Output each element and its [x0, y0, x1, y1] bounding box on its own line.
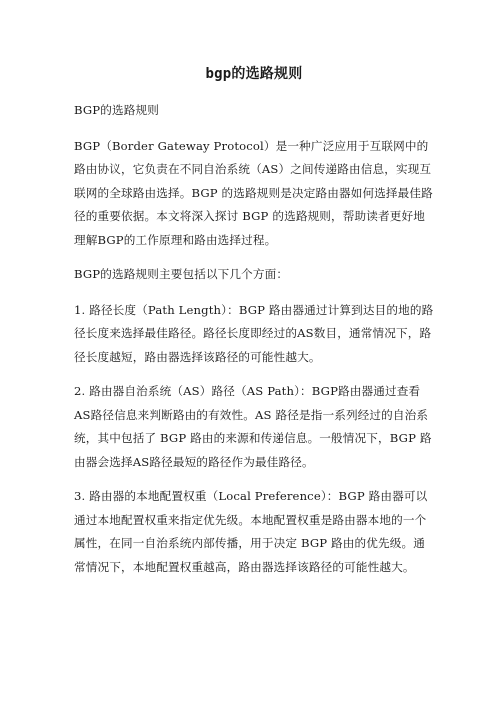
paragraph-rule-1: 1. 路径长度（Path Length）：BGP 路由器通过计算到达目的地的路径长度来选择最佳路径。路径长度即经过的AS数目，通常情况下，路径长度越短，路由器选择该路径的可能性越大。	[74, 302, 434, 364]
document-title: bgp的选路规则	[205, 66, 303, 82]
paragraph-rule-2: 2. 路由器自治系统（AS）路径（AS Path）：BGP路由器通过查看AS路径信息来判断路由的有效性。AS 路径是指一系列经过的自治系统，其中包括了 BGP 路由的来源和传递信息。一般情况下，BGP 路由器会选择AS路径最短的路径作为最佳路径。	[74, 384, 432, 469]
paragraph-rule-3: 3. 路由器的本地配置权重（Local Preference）：BGP 路由器可以通过本地配置权重来指定优先级。本地配置权重是路由器本地的一个属性，在同一自治系统内部传播，用于决定 BGP 路由的优先级。通常情况下，本地配置权重越高，路由器选择该路径的可能性越大。	[74, 489, 428, 574]
paragraph-subtitle: BGP的选路规则	[74, 103, 159, 117]
paragraph-rules-lead: BGP的选路规则主要包括以下几个方面：	[74, 267, 289, 281]
paragraph-intro: BGP（Border Gateway Protocol）是一种广泛应用于互联网中的路由协议，它负责在不同自治系统（AS）之间传递路由信息，实现互联网的全球路由选择。BGP 的选路规则是决定路由器如何选择最佳路径的重要依据。本文将深入探讨 BGP 的选路规则，帮助读者更好地理解BGP的工作原理和路由选择过程。	[74, 138, 433, 247]
